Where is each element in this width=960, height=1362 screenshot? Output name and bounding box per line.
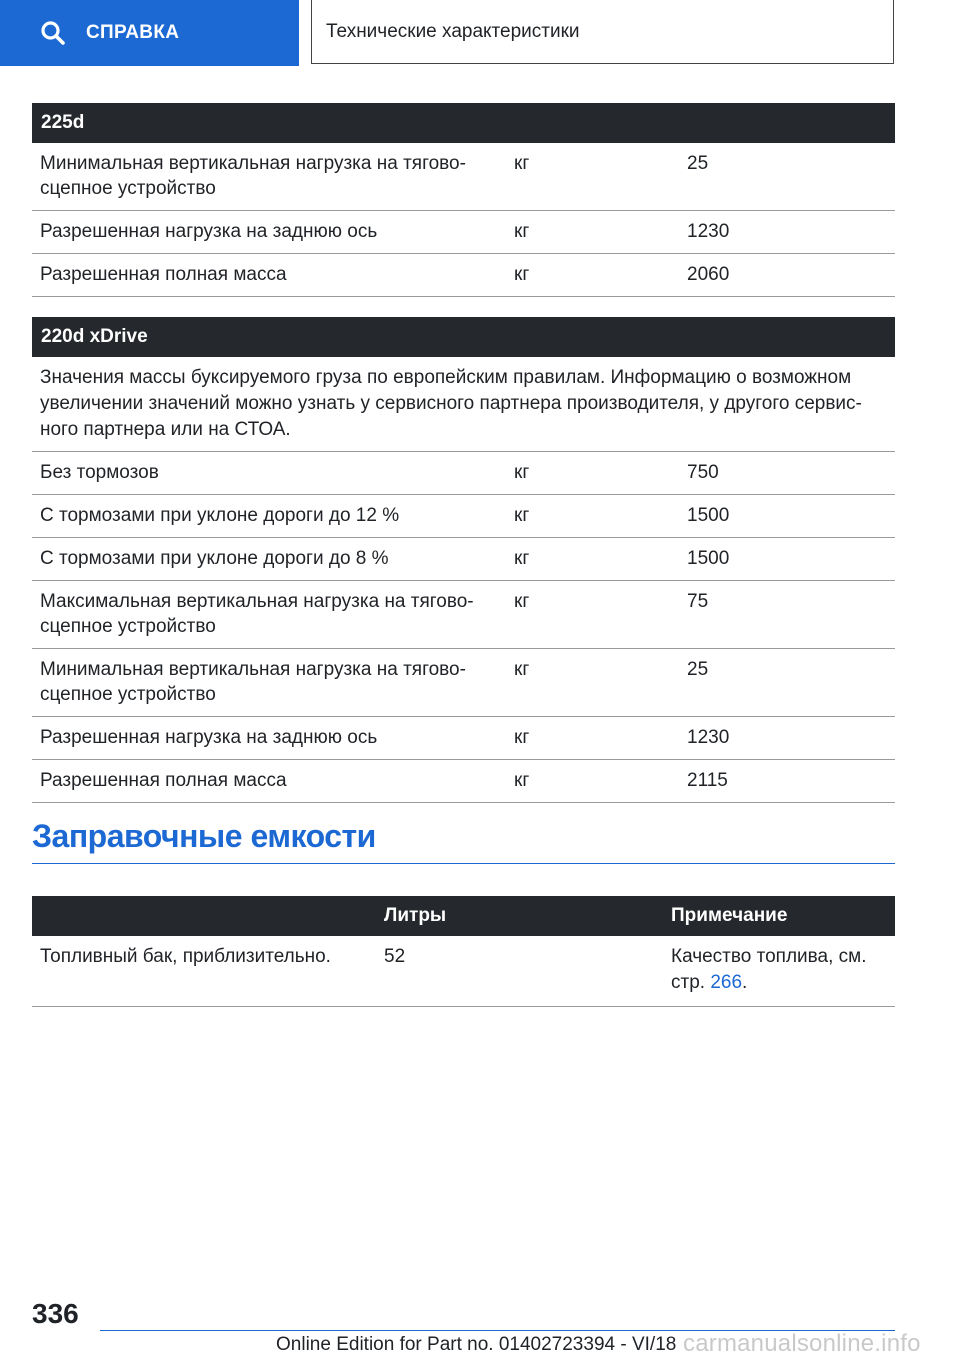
row-label: Максимальная вертикальная нагрузка на тягово-сцепное устройство	[40, 591, 474, 637]
row-unit: кг	[514, 591, 530, 612]
section-heading-225d: 225d	[32, 103, 895, 143]
row-unit: кг	[514, 264, 530, 285]
table-row	[32, 495, 895, 538]
capacities-table	[32, 896, 895, 1007]
row-label: Разрешенная нагрузка на заднюю ось	[40, 221, 378, 242]
table-225d	[32, 103, 895, 297]
table-row	[32, 143, 895, 211]
row-unit: кг	[514, 727, 530, 748]
row-label: С тормозами при уклоне дороги до 8 %	[40, 548, 389, 569]
row-unit: кг	[514, 221, 530, 242]
row-unit: кг	[514, 659, 530, 680]
row-unit: кг	[514, 462, 530, 483]
chapter-title-tab[interactable]	[311, 0, 894, 64]
note-prefix: Качество топлива, см. стр.	[671, 946, 867, 993]
page-link[interactable]: 266	[710, 972, 743, 993]
watermark: carmanualsonline.info	[683, 1330, 921, 1357]
row-unit: кг	[514, 548, 530, 569]
row-value: 25	[687, 659, 709, 680]
capacity-item: Топливный бак, приблизительно.	[40, 946, 331, 967]
row-label: С тормозами при уклоне дороги до 12 %	[40, 505, 400, 526]
row-value: 1230	[687, 727, 730, 748]
table-row	[32, 581, 895, 649]
row-label: Разрешенная полная масса	[40, 770, 287, 791]
table-row	[32, 760, 895, 803]
capacity-note	[663, 936, 895, 1006]
search-label: СПРАВКА	[86, 22, 180, 43]
edition-text: Online Edition for Part no. 01402723394 - VI/18	[276, 1334, 677, 1355]
note-suffix: .	[742, 972, 748, 993]
row-value: 25	[687, 153, 709, 174]
capacities-heading: Заправочные емкости	[32, 818, 895, 864]
search-button[interactable]	[0, 0, 299, 66]
row-unit: кг	[514, 153, 530, 174]
row-value: 2115	[687, 770, 728, 791]
table-220d-xdrive	[32, 317, 895, 803]
row-value: 75	[687, 591, 709, 612]
row-unit: кг	[514, 505, 530, 526]
row-value: 750	[687, 462, 719, 483]
row-label: Разрешенная полная масса	[40, 264, 287, 285]
capacities-header-row	[32, 896, 895, 936]
table-row	[32, 538, 895, 581]
table-row	[32, 254, 895, 297]
section-heading-220d-xdrive: 220d xDrive	[32, 317, 895, 357]
table-row	[32, 936, 895, 1007]
row-value: 1500	[687, 548, 730, 569]
page-number: 336	[32, 1298, 79, 1329]
row-label: Минимальная вертикальная нагрузка на тягово-сцепное устройство	[40, 659, 466, 705]
chapter-title: Технические характеристики	[326, 20, 580, 42]
row-label: Разрешенная нагрузка на заднюю ось	[40, 727, 378, 748]
header-cell-note: Примечание	[671, 905, 788, 926]
table-row	[32, 649, 895, 717]
header-cell-liters: Литры	[384, 905, 447, 926]
row-label: Без тормозов	[40, 462, 159, 483]
row-value: 1500	[687, 505, 730, 526]
row-label: Минимальная вертикальная нагрузка на тягово-сцепное устройство	[40, 153, 466, 199]
capacity-liters: 52	[384, 946, 406, 967]
table-row	[32, 717, 895, 760]
search-icon	[40, 20, 66, 46]
section-note: Значения массы буксируемого груза по европейским правилам. Информацию о возможном увеличении значений можно узнать у сервисного партнера производителя, у другого сервис-ного партнера или на СТОА.	[32, 357, 895, 452]
row-value: 2060	[687, 264, 730, 285]
row-value: 1230	[687, 221, 730, 242]
table-row	[32, 211, 895, 254]
row-unit: кг	[514, 770, 530, 791]
table-row	[32, 452, 895, 495]
